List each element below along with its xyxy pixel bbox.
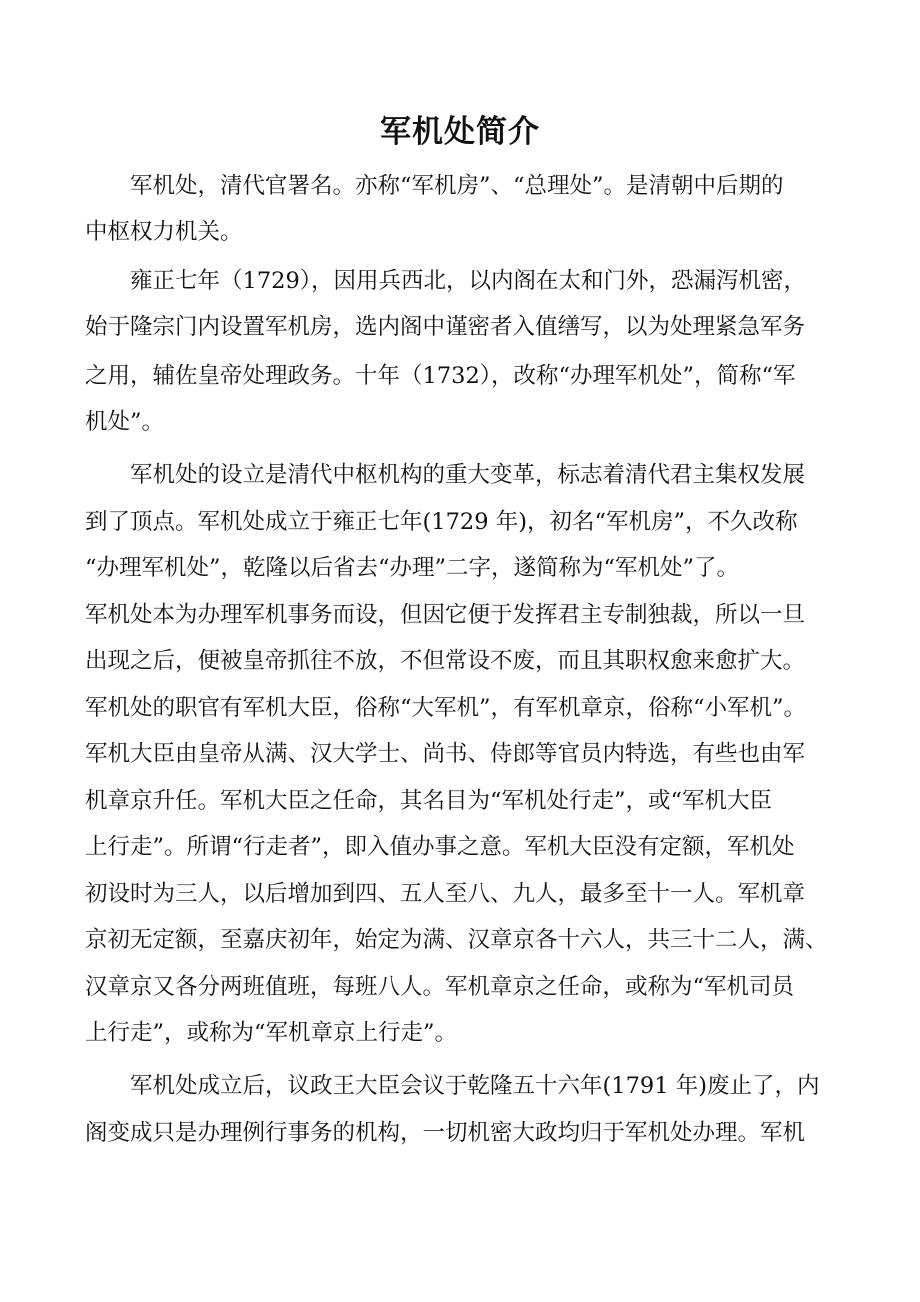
text-line: 军机处，清代官署名。亦称“军机房”、“总理处”。是清朝中后期的 xyxy=(130,173,784,199)
text-line: 之用，辅佐皇帝处理政务。十年（1732），改称“办理军机处”，简称“军 xyxy=(85,363,796,389)
text-line: 上行走”。所谓“行走者”，即入值办事之意。军机大臣没有定额，军机处 xyxy=(85,834,795,860)
text-line: 机处”。 xyxy=(85,409,165,435)
text-line: 机章京升任。军机大臣之任命，其名目为“军机处行走”，或“军机大臣 xyxy=(85,788,773,814)
text-line: 中枢权力机关。 xyxy=(85,219,243,245)
text-line: 京初无定额，至嘉庆初年，始定为满、汉章京各十六人，共三十二人，满、 xyxy=(85,927,828,953)
text-line: 军机处的职官有军机大臣，俗称“大军机”，有军机章京，俗称“小军机”。 xyxy=(85,695,807,721)
text-line: 到了顶点。军机处成立于雍正七年(1729 年)，初名“军机房”，不久改称 xyxy=(85,509,798,535)
text-line: 军机处的设立是清代中枢机构的重大变革，标志着清代君主集权发展 xyxy=(130,462,806,488)
text-line: 初设时为三人，以后增加到四、五人至八、九人，最多至十一人。军机章 xyxy=(85,881,806,907)
text-line: 军机处本为办理军机事务而设，但因它便于发挥君主专制独裁，所以一旦 xyxy=(85,602,806,628)
text-line: 雍正七年（1729），因用兵西北，以内阁在太和门外，恐漏泻机密， xyxy=(130,268,807,294)
text-line: “办理军机处”，乾隆以后省去“办理”二字，遂简称为“军机处”了。 xyxy=(85,555,740,581)
text-line: 始于隆宗门内设置军机房，选内阁中谨密者入值缮写，以为处理紧急军务 xyxy=(85,314,806,340)
text-line: 出现之后，便被皇帝抓往不放，不但常设不废，而且其职权愈来愈扩大。 xyxy=(85,648,806,674)
document-title: 军机处简介 xyxy=(380,114,540,150)
text-line: 阁变成只是办理例行事务的机构，一切机密大政均归于军机处办理。军机 xyxy=(85,1120,806,1146)
text-line: 汉章京又各分两班值班，每班八人。军机章京之任命，或称为“军机司员 xyxy=(85,974,795,1000)
text-line: 上行走”，或称为“军机章京上行走”。 xyxy=(85,1020,458,1046)
text-line: 军机大臣由皇帝从满、汉大学士、尚书、侍郎等官员内特选，有些也由军 xyxy=(85,741,806,767)
text-line: 军机处成立后，议政王大臣会议于乾隆五十六年(1791 年)废止了，内 xyxy=(130,1073,820,1099)
